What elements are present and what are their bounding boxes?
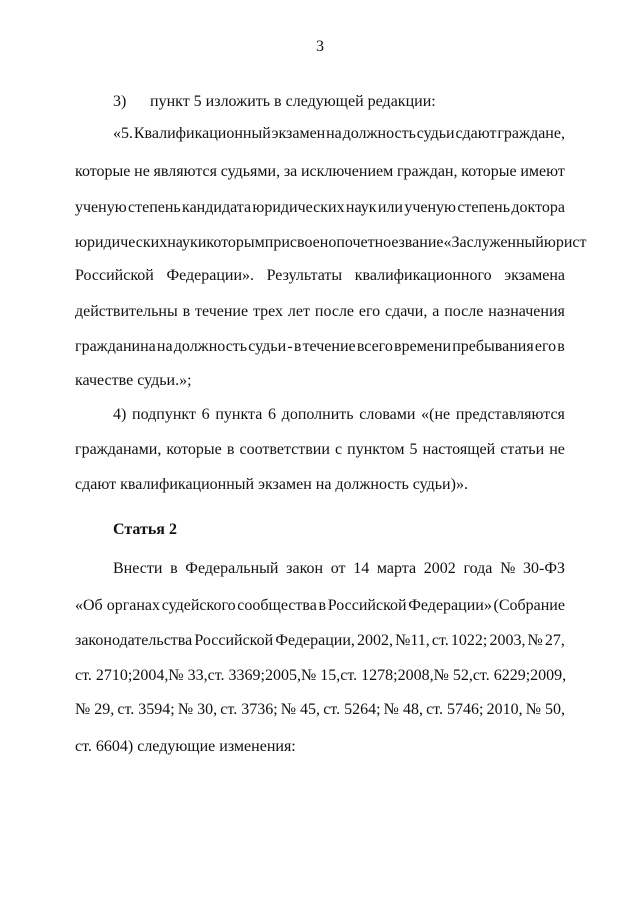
word: судейского [161,597,236,614]
word: почетное [336,234,399,251]
word: № [527,632,543,649]
word: ст. 1278; [340,667,398,684]
word: не [549,441,565,458]
item-3-number: 3) [113,93,127,110]
word: 30-ФЗ [523,560,565,577]
word: - [287,338,293,355]
word: ст. 3369; [207,667,265,684]
word: а [432,303,440,320]
article2-line [75,596,565,616]
word: 27, [544,632,565,649]
word: Федерации» [408,597,492,614]
word: №11, [395,632,430,649]
word: Результаты [266,267,343,284]
word: № 48, [383,701,423,718]
article2-line [75,666,565,686]
word: юрист [543,234,587,251]
word: назначения [488,303,565,320]
word: юридических [75,234,168,251]
word: Федеральный [185,560,279,577]
word: 2003, [489,632,526,649]
word: пункта [215,406,263,423]
word: словами [359,406,416,423]
word: судьи [248,338,287,355]
word: гражданами, [75,441,162,458]
word: и [197,234,207,251]
word: должность [342,125,416,142]
para5-line [113,124,565,144]
word: не [134,163,150,180]
word: после [444,303,484,320]
word: 2002, [356,632,393,649]
word: № 52, [433,667,473,684]
word: подпункт [132,406,196,423]
word: 5 [409,441,418,458]
word: присвоено [264,234,337,251]
word: экзамена [504,267,565,284]
word: в [293,338,302,355]
word: с [334,441,343,458]
word: «Заслуженный [443,234,544,251]
item-3-text: пункт 5 изложить в следующей редакции: [150,93,436,110]
word: законодательства [75,632,193,649]
item4-line [113,405,565,425]
word: в [170,560,178,577]
word: Федерации». [166,267,255,284]
word: Федерации, [275,632,355,649]
word: № 45, [280,701,321,718]
word: на [326,125,342,142]
word: ст. 3736; [220,701,278,718]
word: кандидата [182,199,252,216]
word: № 33, [168,667,208,684]
item4-line [75,440,565,460]
para5-line [75,266,565,286]
para5-line [75,337,565,357]
word: квалификационного [354,267,492,284]
word: которые [166,441,222,458]
word: 1022; [450,632,488,649]
para5-line [75,302,565,322]
word: Российской [75,267,154,284]
word: экзамен [271,125,326,142]
word: (Собрание [493,597,565,614]
word: сдают [455,125,497,142]
para5-line [75,198,565,218]
word: сообщества [237,597,317,614]
word: № 30, [177,701,218,718]
word: «5. [113,125,133,142]
word: закон [286,560,324,577]
word: статьи [500,441,545,458]
word: «Об органах [75,597,161,614]
word: сдают квалификационный экзамен на должность судьи)». [75,476,468,493]
word: течение [195,303,249,320]
word: за [283,163,298,180]
word: граждан, [396,163,458,180]
word: от [330,560,346,577]
word: года [463,560,493,577]
word: 2009, [530,667,567,684]
word: которым [206,234,265,251]
word: ст. 2710; [75,667,133,684]
word: в [557,338,565,355]
word: ст. 5746; [426,701,484,718]
page-number: 3 [316,38,324,55]
word: марта [376,560,417,577]
word: доктора [511,199,565,216]
word: лет [287,303,310,320]
word: трех [252,303,284,320]
word: № [500,560,516,577]
word: должность [173,338,248,355]
word: сдачи, [385,303,428,320]
word: 2008, [397,667,434,684]
word: 4) [113,406,127,423]
word: «(не [421,406,451,423]
word: 2002 [423,560,456,577]
word: на [156,338,173,355]
word: 14 [353,560,370,577]
article2-line [75,631,565,651]
word: ст. 5264; [323,701,381,718]
word: качестве судьи.»; [75,372,192,389]
word: его [358,303,381,320]
word: 2004, [132,667,169,684]
word: в [182,303,191,320]
word: звание [398,234,444,251]
word: ст. 3594; [117,701,175,718]
para5-line [75,233,587,253]
word: наук [167,234,198,251]
word: № 50, [525,701,565,718]
item4-line [75,475,565,495]
word: наук [345,199,377,216]
word: степень [128,199,181,216]
word: ст. 6604) следующие изменения: [75,738,296,755]
word: Российской [327,597,407,614]
word: которые [461,163,517,180]
word: являются [153,163,217,180]
word: 2005, [264,667,301,684]
word: Российской [194,632,274,649]
article2-line [113,559,565,579]
word: которые [75,163,131,180]
para5-line [75,162,565,182]
word: судьи [416,125,455,142]
word: действительны [75,303,178,320]
word: дополнить [281,406,354,423]
article-2-heading: Статья 2 [113,521,177,538]
word: в [318,597,327,614]
word: ст. [431,632,449,649]
article2-line [75,737,565,757]
word: после [314,303,355,320]
word: течение [302,338,356,355]
word: исключением [300,163,394,180]
word: 2010, [486,701,523,718]
word: времени [394,338,452,355]
word: соответствии [239,441,330,458]
word: гражданина [75,338,156,355]
word: в [226,441,235,458]
word: юридических [252,199,345,216]
word: № 15, [300,667,341,684]
word: представляются [455,406,565,423]
word: пунктом [347,441,405,458]
word: Внести [113,560,163,577]
word: 6 [267,406,276,423]
para5-line [75,371,565,391]
word: Квалификационный [133,125,271,142]
word: 6 [201,406,210,423]
word: ст. 6229; [472,667,531,684]
word: пребывания [452,338,534,355]
word: степень [457,199,511,216]
word: граждане, [497,125,565,142]
word: настоящей [422,441,496,458]
word: № 29, [75,701,115,718]
word: судьями, [220,163,281,180]
word: всего [356,338,393,355]
word: ученую [404,199,456,216]
word: или [377,199,403,216]
word: его [534,338,557,355]
word: ученую [75,199,127,216]
article2-line [75,700,565,720]
word: имеют [520,163,565,180]
